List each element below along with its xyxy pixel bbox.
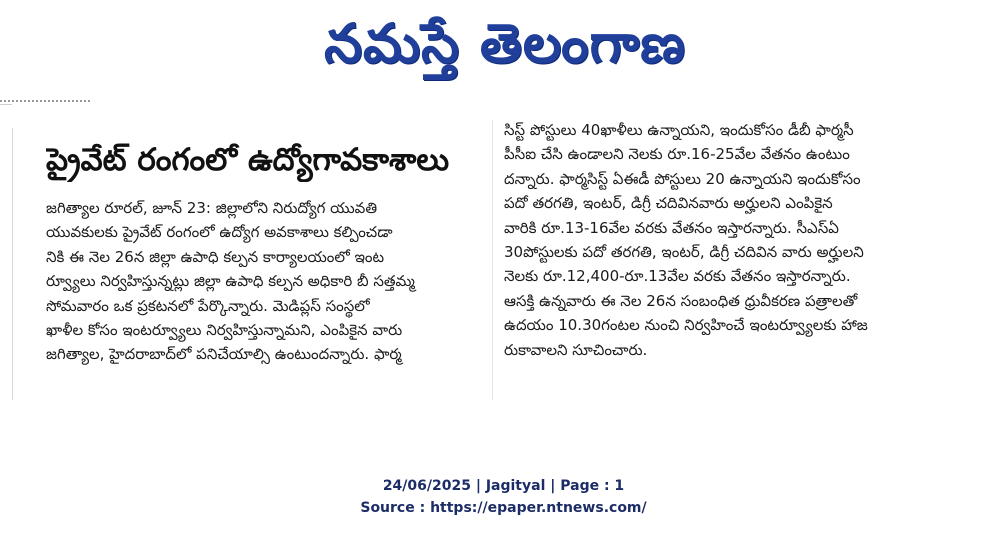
dotted-rule bbox=[0, 100, 90, 102]
text-line: రుకావాలని సూచించారు. bbox=[504, 340, 648, 359]
text-line: సిస్ట్ పోస్టులు 40ఖాళీలు ఉన్నాయని, ఇందుకోసం డీబీ ఫార్మసీ bbox=[504, 121, 854, 139]
clip-edge-rule bbox=[0, 104, 12, 105]
newspaper-logo: నమస్తే తెలంగాణ bbox=[324, 12, 686, 75]
text-line: వారికి రూ.13-16వేల వరకు వేతనం ఇస్తారన్నారు. సీఎస్ఏ bbox=[504, 218, 839, 237]
text-line: 30పోస్టులకు పదో తరగతి, ఇంటర్, డిగ్రీ చదివిన వారు అర్హులని bbox=[504, 243, 864, 262]
edition-date-caption: 24/06/2025 | Jagityal | Page : 1 bbox=[382, 478, 625, 494]
masthead bbox=[0, 0, 1007, 90]
text-line: దన్నారు. ఫార్మసిస్ట్ ఏఈడీ పోస్టులు 20 ఉన్నాయని ఇందుకోసం bbox=[504, 169, 861, 188]
text-line: ఉదయం 10.30గంటల నుంచి నిర్వహించే ఇంటర్వ్యూలకు హాజ bbox=[504, 316, 868, 335]
text-line: ఆసక్తి ఉన్నవారు ఈ నెల 26న సంబంధిత ధ్రువీకరణ పత్రాలతో bbox=[504, 291, 858, 310]
text-line: ఖాళీల కోసం ఇంటర్వ్యూలు నిర్వహిస్తున్నామని, ఎంపికైన వారు bbox=[46, 321, 403, 340]
article-right-column bbox=[504, 118, 950, 362]
text-line: నెలకు రూ.12,400-రూ.13వేల వరకు వేతనం ఇస్తారన్నారు. bbox=[504, 267, 851, 286]
text-line: పదో తరగతి, ఇంటర్, డిగ్రీ చదివినవారు అర్హులని ఎంపికైన bbox=[504, 194, 833, 213]
article-left-column bbox=[46, 196, 482, 367]
column-divider bbox=[492, 120, 493, 400]
source-caption: Source : https://epaper.ntnews.com/ bbox=[360, 500, 647, 516]
text-line: నికి ఈ నెల 26న జిల్లా ఉపాధి కల్పన కార్యాలయంలో ఇంట bbox=[46, 247, 385, 266]
left-column-rule bbox=[12, 128, 13, 400]
text-line: సోమవారం ఒక ప్రకటనలో పేర్కొన్నారు. మెడిప్లస్ సంస్థలో bbox=[46, 296, 370, 315]
text-line: జగిత్యాల, హైదరాబాద్‌లో పనిచేయాల్సి ఉంటుందన్నారు. ఫార్మ bbox=[46, 345, 402, 364]
text-line: యువకులకు ప్రైవేట్ రంగంలో ఉద్యోగ అవకాశాలు కల్పించడా bbox=[46, 223, 393, 242]
text-line: జగిత్యాల రూరల్, జూన్ 23: జిల్లాలోని నిరుద్యోగ యువతి bbox=[46, 199, 378, 217]
text-line: ర్వ్యూలు నిర్వహిస్తున్నట్లు జిల్లా ఉపాధి కల్పన అధికారి బీ సత్తమ్మ bbox=[46, 272, 415, 291]
text-line: పీసీఐ చేసి ఉండాలని నెలకు రూ.16-25వేల వేతనం ఉంటుం bbox=[504, 145, 850, 164]
article-headline: ప్రైవేట్ రంగంలో ఉద్యోగావకాశాలు bbox=[46, 142, 450, 178]
